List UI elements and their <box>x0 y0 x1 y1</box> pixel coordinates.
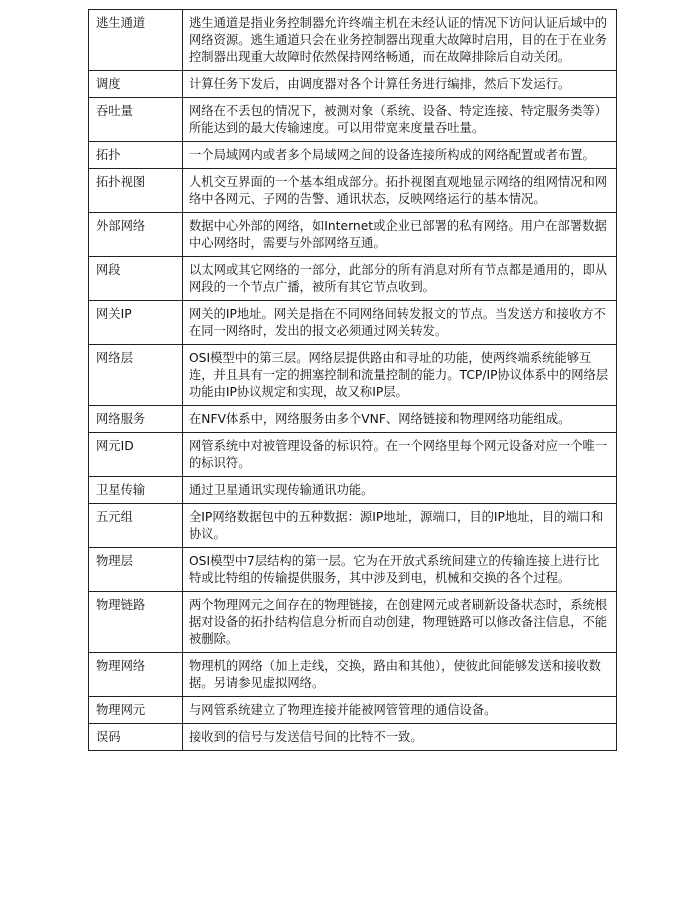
table-row <box>89 653 617 697</box>
term-cell: 物理网元 <box>89 697 183 724</box>
definition-cell: 逃生通道是指业务控制器允许终端主机在未经认证的情况下访问认证后域中的网络资源。逃生通道只会在业务控制器出现重大故障时启用，目的在于在业务控制器出现重大故障时依然保持网络畅通，而在故障排除后自动关闭。 <box>183 10 617 71</box>
term-cell: 网关IP <box>89 301 183 345</box>
term-cell: 物理链路 <box>89 592 183 653</box>
term-cell: 调度 <box>89 71 183 98</box>
term-cell: 网元ID <box>89 433 183 477</box>
term-cell: 物理层 <box>89 548 183 592</box>
table-row <box>89 301 617 345</box>
table-row <box>89 142 617 169</box>
definition-cell: 网关的IP地址。网关是指在不同网络间转发报文的节点。当发送方和接收方不在同一网络时，发出的报文必须通过网关转发。 <box>183 301 617 345</box>
definition-cell: 物理机的网络（加上走线，交换，路由和其他），使彼此间能够发送和接收数据。另请参见虚拟网络。 <box>183 653 617 697</box>
table-row <box>89 257 617 301</box>
term-cell: 吞吐量 <box>89 98 183 142</box>
definition-cell: 数据中心外部的网络，如Internet或企业已部署的私有网络。用户在部署数据中心网络时，需要与外部网络互通。 <box>183 213 617 257</box>
definition-cell: OSI模型中7层结构的第一层。它为在开放式系统间建立的传输连接上进行比特或比特组的传输提供服务，其中涉及到电，机械和交换的各个过程。 <box>183 548 617 592</box>
definition-cell: 两个物理网元之间存在的物理链接，在创建网元或者刷新设备状态时，系统根据对设备的拓扑结构信息分析而自动创建，物理链路可以修改备注信息，不能被删除。 <box>183 592 617 653</box>
definition-cell: 与网管系统建立了物理连接并能被网管管理的通信设备。 <box>183 697 617 724</box>
term-cell: 外部网络 <box>89 213 183 257</box>
table-row <box>89 433 617 477</box>
definition-cell: 人机交互界面的一个基本组成部分。拓扑视图直观地显示网络的组网情况和网络中各网元、子网的告警、通讯状态，反映网络运行的基本情况。 <box>183 169 617 213</box>
table-row <box>89 548 617 592</box>
table-row <box>89 724 617 751</box>
term-cell: 五元组 <box>89 504 183 548</box>
definition-cell: 全IP网络数据包中的五种数据：源IP地址，源端口，目的IP地址，目的端口和协议。 <box>183 504 617 548</box>
term-cell: 网络层 <box>89 345 183 406</box>
table-row <box>89 406 617 433</box>
glossary-table <box>88 9 617 751</box>
term-cell: 网段 <box>89 257 183 301</box>
definition-cell: 计算任务下发后，由调度器对各个计算任务进行编排，然后下发运行。 <box>183 71 617 98</box>
table-row <box>89 71 617 98</box>
definition-cell: 通过卫星通讯实现传输通讯功能。 <box>183 477 617 504</box>
term-cell: 拓扑视图 <box>89 169 183 213</box>
table-row <box>89 213 617 257</box>
definition-cell: 以太网或其它网络的一部分，此部分的所有消息对所有节点都是通用的，即从网段的一个节点广播，被所有其它节点收到。 <box>183 257 617 301</box>
definition-cell: 一个局域网内或者多个局域网之间的设备连接所构成的网络配置或者布置。 <box>183 142 617 169</box>
definition-cell: 接收到的信号与发送信号间的比特不一致。 <box>183 724 617 751</box>
table-row <box>89 98 617 142</box>
term-cell: 卫星传输 <box>89 477 183 504</box>
table-row <box>89 169 617 213</box>
table-row <box>89 592 617 653</box>
definition-cell: 在NFV体系中，网络服务由多个VNF、网络链接和物理网络功能组成。 <box>183 406 617 433</box>
definition-cell: 网管系统中对被管理设备的标识符。在一个网络里每个网元设备对应一个唯一的标识符。 <box>183 433 617 477</box>
term-cell: 网络服务 <box>89 406 183 433</box>
table-row <box>89 345 617 406</box>
definition-cell: 网络在不丢包的情况下，被测对象（系统、设备、特定连接、特定服务类等）所能达到的最大传输速度。可以用带宽来度量吞吐量。 <box>183 98 617 142</box>
term-cell: 误码 <box>89 724 183 751</box>
term-cell: 逃生通道 <box>89 10 183 71</box>
term-cell: 拓扑 <box>89 142 183 169</box>
table-row <box>89 697 617 724</box>
term-cell: 物理网络 <box>89 653 183 697</box>
definition-cell: OSI模型中的第三层。网络层提供路由和寻址的功能，使两终端系统能够互连，并且具有一定的拥塞控制和流量控制的能力。TCP/IP协议体系中的网络层功能由IP协议规定和实现，故又称IP层。 <box>183 345 617 406</box>
table-row <box>89 10 617 71</box>
table-row <box>89 477 617 504</box>
table-row <box>89 504 617 548</box>
